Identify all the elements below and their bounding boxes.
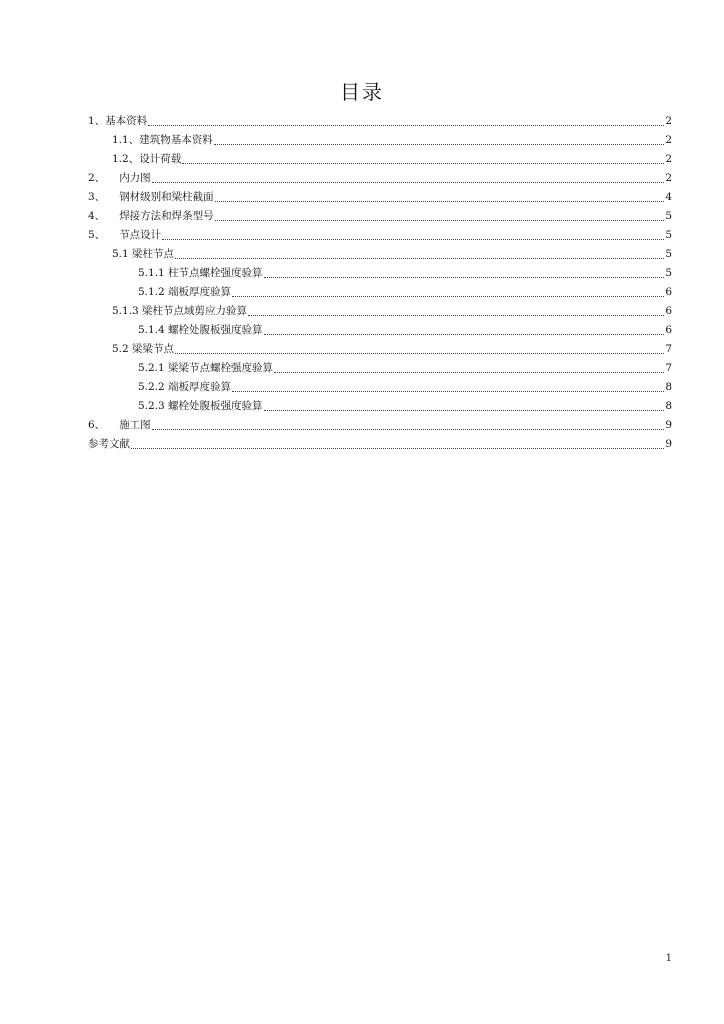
toc-entry[interactable]	[88, 207, 672, 226]
toc-entry-label: 5.2.1 梁梁节点螺栓强度验算	[138, 362, 274, 374]
toc-dot-leader	[264, 334, 665, 335]
toc-dot-leader	[264, 277, 665, 278]
toc-entry-page-number: 6	[665, 305, 672, 317]
toc-entry[interactable]	[88, 131, 672, 150]
toc-entry-page-number: 2	[665, 172, 672, 184]
toc-entry-label: 参考文献	[88, 438, 130, 450]
toc-entry[interactable]	[88, 340, 672, 359]
toc-dot-leader	[175, 258, 664, 259]
toc-entry-label: 5.2.3 螺栓处腹板强度验算	[138, 400, 263, 412]
toc-entry[interactable]	[88, 112, 672, 131]
toc-entry[interactable]	[88, 169, 672, 188]
toc-dot-leader	[214, 144, 665, 145]
toc-entry[interactable]	[88, 359, 672, 378]
toc-entry-page-number: 9	[665, 419, 672, 431]
toc-entry-page-number: 4	[665, 191, 672, 203]
toc-dot-leader	[182, 163, 664, 164]
toc-entry-number: 6、	[88, 419, 106, 431]
toc-dot-leader	[148, 125, 664, 126]
toc-dot-leader	[152, 429, 665, 430]
toc-dot-leader	[131, 448, 664, 449]
toc-dot-leader	[162, 239, 664, 240]
toc-entry[interactable]	[88, 226, 672, 245]
toc-entry[interactable]	[88, 283, 672, 302]
toc-entry-page-number: 5	[665, 229, 672, 241]
toc-entry[interactable]	[88, 264, 672, 283]
toc-entry-label: 1.1、建筑物基本资料	[112, 134, 213, 146]
toc-entry[interactable]	[88, 188, 672, 207]
toc-entry[interactable]	[88, 378, 672, 397]
toc-entry-label: 5.2.2 端板厚度验算	[138, 381, 232, 393]
toc-entry-label: 1、基本资料	[88, 115, 148, 127]
toc-entry-page-number: 2	[665, 134, 672, 146]
toc-entry-page-number: 5	[665, 248, 672, 260]
toc-entry[interactable]	[88, 302, 672, 321]
toc-entry-page-number: 8	[665, 400, 672, 412]
page-number: 1	[665, 953, 672, 964]
toc-dot-leader	[152, 182, 665, 183]
toc-entry[interactable]	[88, 245, 672, 264]
toc-entry-page-number: 2	[665, 153, 672, 165]
toc-entry-label: 5.1.1 柱节点螺栓强度验算	[138, 267, 263, 279]
toc-entry[interactable]	[88, 397, 672, 416]
toc-entry-label: 焊接方法和焊条型号	[119, 210, 214, 222]
toc-entry-number: 3、	[88, 191, 106, 203]
toc-dot-leader	[232, 391, 664, 392]
toc-entry-label: 5.1.3 梁柱节点域剪应力验算	[112, 305, 248, 317]
toc-dot-leader	[232, 296, 664, 297]
toc-title: 目录	[340, 80, 384, 104]
toc-entry-label: 内力图	[119, 172, 151, 184]
toc-entry-page-number: 5	[665, 210, 672, 222]
toc-dot-leader	[215, 220, 665, 221]
toc-entry-page-number: 6	[665, 324, 672, 336]
toc-entry-label: 5.1 梁柱节点	[112, 248, 175, 260]
toc-entry-number: 4、	[88, 210, 106, 222]
toc-entry-page-number: 8	[665, 381, 672, 393]
table-of-contents	[88, 112, 672, 454]
toc-dot-leader	[264, 410, 665, 411]
toc-entry[interactable]	[88, 150, 672, 169]
toc-entry-label: 5.1.2 端板厚度验算	[138, 286, 232, 298]
toc-dot-leader	[215, 201, 665, 202]
toc-dot-leader	[274, 372, 664, 373]
toc-entry[interactable]	[88, 435, 672, 454]
toc-entry-page-number: 6	[665, 286, 672, 298]
toc-entry-label: 5.1.4 螺栓处腹板强度验算	[138, 324, 263, 336]
toc-entry-page-number: 5	[665, 267, 672, 279]
toc-entry-number: 5、	[88, 229, 106, 241]
toc-dot-leader	[175, 353, 664, 354]
toc-entry-label: 1.2、设计荷载	[112, 153, 182, 165]
toc-entry-page-number: 7	[665, 362, 672, 374]
toc-entry-page-number: 9	[665, 438, 672, 450]
toc-entry-page-number: 7	[665, 343, 672, 355]
toc-entry-label: 节点设计	[119, 229, 162, 241]
toc-entry[interactable]	[88, 321, 672, 340]
toc-entry[interactable]	[88, 416, 672, 435]
toc-entry-label: 5.2 梁梁节点	[112, 343, 175, 355]
toc-entry-number: 2、	[88, 172, 106, 184]
toc-entry-label: 钢材级别和梁柱截面	[119, 191, 214, 203]
toc-dot-leader	[248, 315, 664, 316]
toc-entry-label: 施工图	[119, 419, 151, 431]
toc-entry-page-number: 2	[665, 115, 672, 127]
